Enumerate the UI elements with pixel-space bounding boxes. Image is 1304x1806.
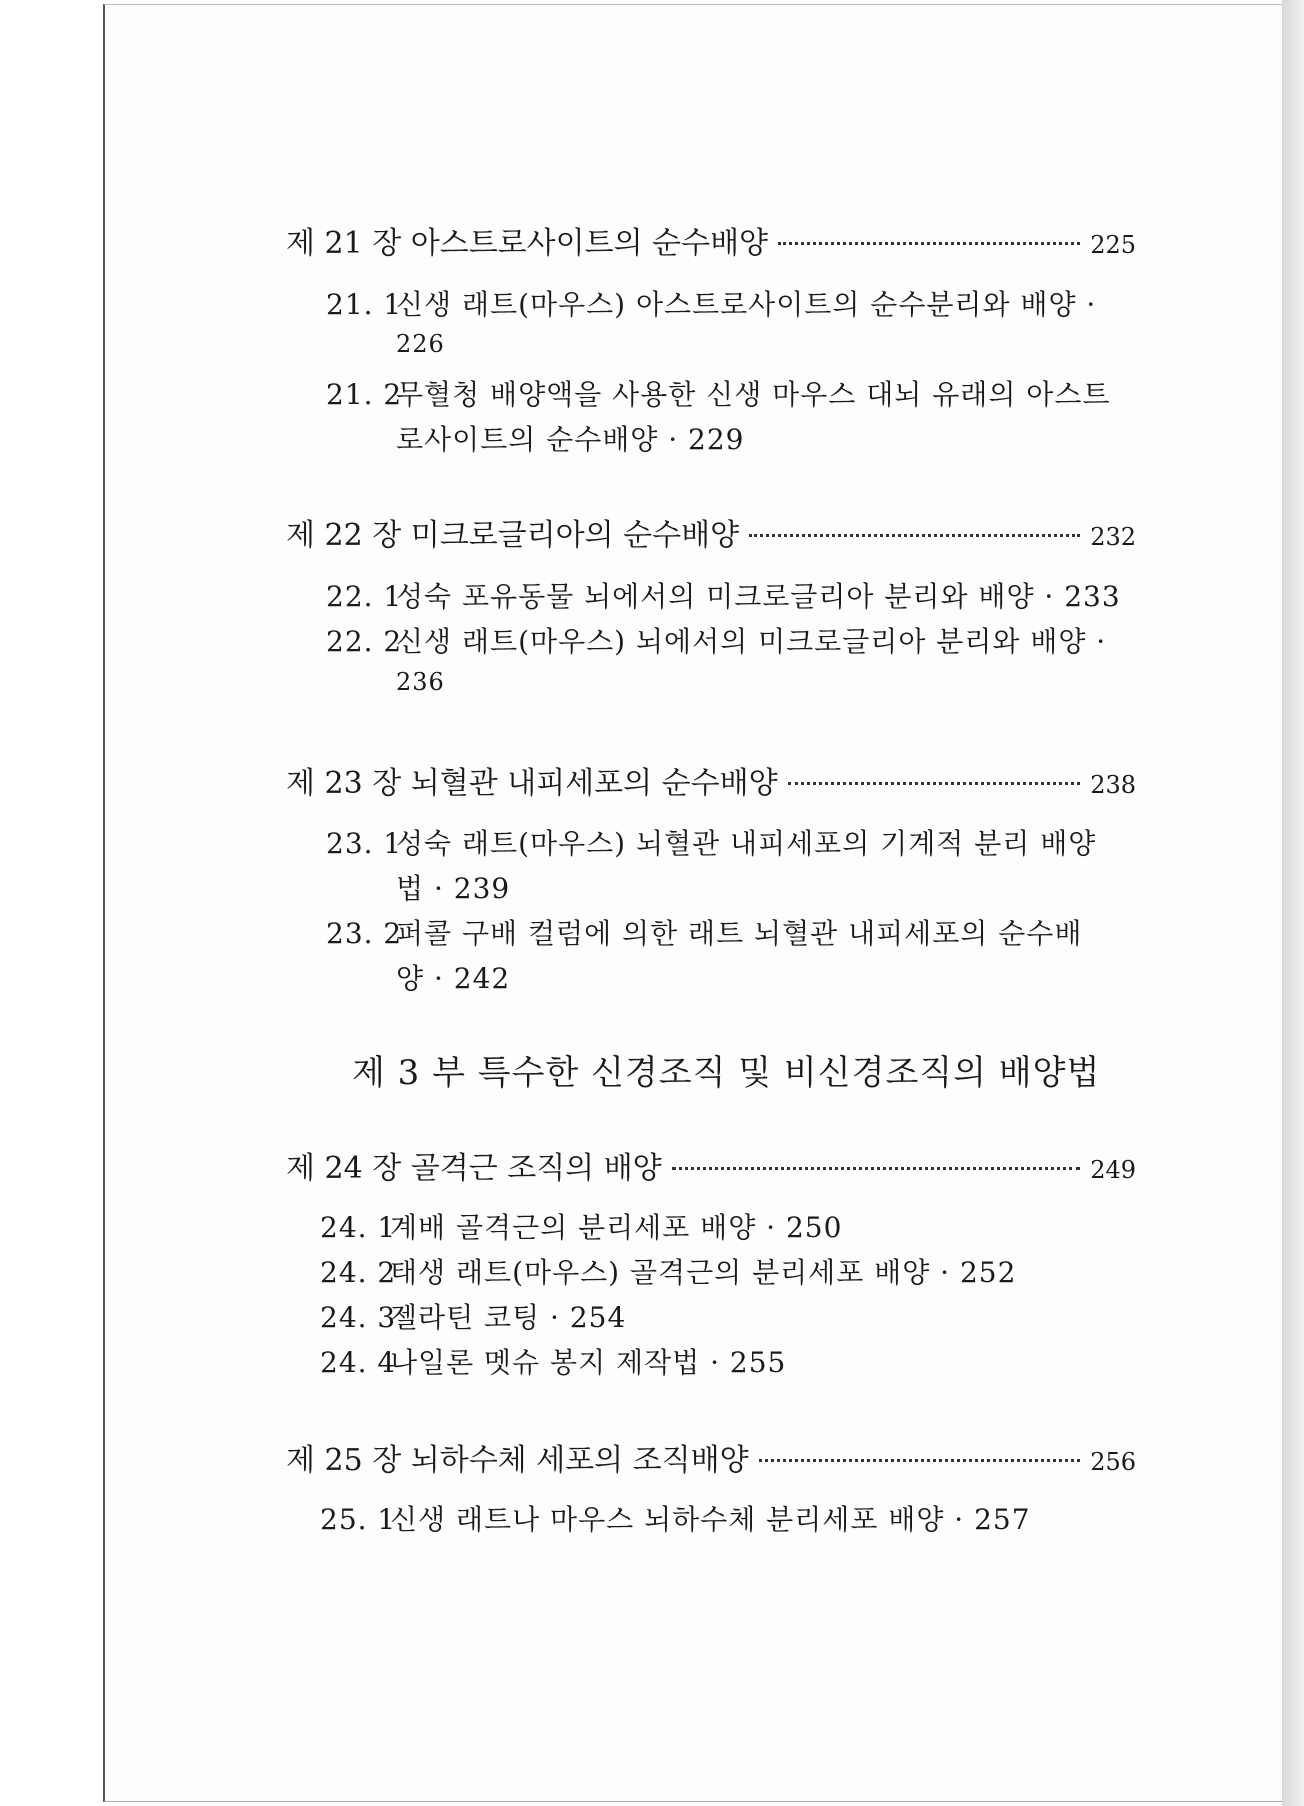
chapter-title: 제 23 장 뇌혈관 내피세포의 순수배양 [286, 766, 778, 801]
section-number: 24. 3 [320, 1301, 397, 1334]
chapter-title: 제 25 장 뇌하수체 세포의 조직배양 [286, 1443, 749, 1478]
toc-chapter-23[interactable] [286, 758, 1136, 802]
section-title: 신생 래트나 마우스 뇌하수체 분리세포 배양 · 257 [390, 1503, 1031, 1536]
section-title: 계배 골격근의 분리세포 배양 · 250 [390, 1211, 843, 1244]
section-number: 24. 1 [320, 1211, 397, 1244]
toc-section-24-1[interactable] [320, 1206, 842, 1246]
section-continuation: 양 · 242 [396, 962, 511, 995]
chapter-page: 256 [1090, 1448, 1136, 1476]
section-title: 신생 래트(마우스) 아스트로사이트의 순수분리와 배양 · [396, 288, 1097, 321]
section-continuation: 226 [396, 330, 445, 358]
section-number: 21. 2 [326, 378, 403, 411]
section-title: 성숙 래트(마우스) 뇌혈관 내피세포의 기계적 분리 배양 [396, 827, 1097, 860]
chapter-page: 249 [1090, 1156, 1136, 1184]
section-number: 25. 1 [320, 1503, 397, 1536]
section-title: 신생 래트(마우스) 뇌에서의 미크로글리아 분리와 배양 · [396, 625, 1107, 658]
section-title: 태생 래트(마우스) 골격근의 분리세포 배양 · 252 [390, 1256, 1017, 1289]
section-title: 젤라틴 코팅 · 254 [390, 1301, 627, 1334]
chapter-title: 제 22 장 미크로글리아의 순수배양 [286, 518, 740, 553]
toc-section-21-1[interactable] [326, 283, 1096, 323]
section-number: 24. 4 [320, 1346, 397, 1379]
section-title: 성숙 포유동물 뇌에서의 미크로글리아 분리와 배양 · 233 [396, 580, 1121, 613]
section-number: 23. 2 [326, 917, 403, 950]
section-continuation: 법 · 239 [396, 872, 511, 905]
leader-dots [759, 1459, 1081, 1462]
chapter-page: 232 [1090, 523, 1136, 551]
toc-section-23-1[interactable] [326, 822, 1096, 862]
leader-dots [749, 534, 1080, 537]
chapter-page: 225 [1090, 231, 1136, 259]
section-title: 무혈청 배양액을 사용한 신생 마우스 대뇌 유래의 아스트 [396, 378, 1111, 411]
leader-dots [778, 242, 1080, 245]
toc-chapter-22[interactable] [286, 510, 1136, 554]
section-number: 23. 1 [326, 827, 403, 860]
section-number: 21. 1 [326, 288, 403, 321]
chapter-title: 제 21 장 아스트로사이트의 순수배양 [286, 226, 769, 261]
section-number: 24. 2 [320, 1256, 397, 1289]
page-edge-shadow [1282, 0, 1304, 1806]
toc-section-23-2[interactable] [326, 912, 1082, 952]
toc-section-22-1[interactable] [326, 575, 1121, 615]
section-continuation: 236 [396, 668, 445, 696]
toc-section-21-2[interactable] [326, 373, 1110, 413]
toc-section-22-2[interactable] [326, 620, 1106, 660]
toc-chapter-21[interactable] [286, 218, 1136, 262]
section-number: 22. 1 [326, 580, 403, 613]
section-continuation: 로사이트의 순수배양 · 229 [396, 423, 745, 456]
toc-section-24-3[interactable] [320, 1296, 626, 1336]
section-title: 나일론 멧슈 봉지 제작법 · 255 [390, 1346, 787, 1379]
toc-chapter-24[interactable] [286, 1143, 1136, 1187]
part-heading[interactable]: 제 3 부 특수한 신경조직 및 비신경조직의 배양법 [352, 1053, 1101, 1093]
toc-chapter-25[interactable] [286, 1435, 1136, 1479]
chapter-page: 238 [1090, 771, 1136, 799]
toc-section-24-4[interactable] [320, 1341, 786, 1381]
toc-section-25-1[interactable] [320, 1498, 1031, 1538]
toc-section-24-2[interactable] [320, 1251, 1016, 1291]
leader-dots [788, 782, 1081, 785]
section-title: 퍼콜 구배 컬럼에 의한 래트 뇌혈관 내피세포의 순수배 [396, 917, 1083, 950]
chapter-title: 제 24 장 골격근 조직의 배양 [286, 1151, 662, 1186]
section-number: 22. 2 [326, 625, 403, 658]
leader-dots [672, 1167, 1081, 1170]
